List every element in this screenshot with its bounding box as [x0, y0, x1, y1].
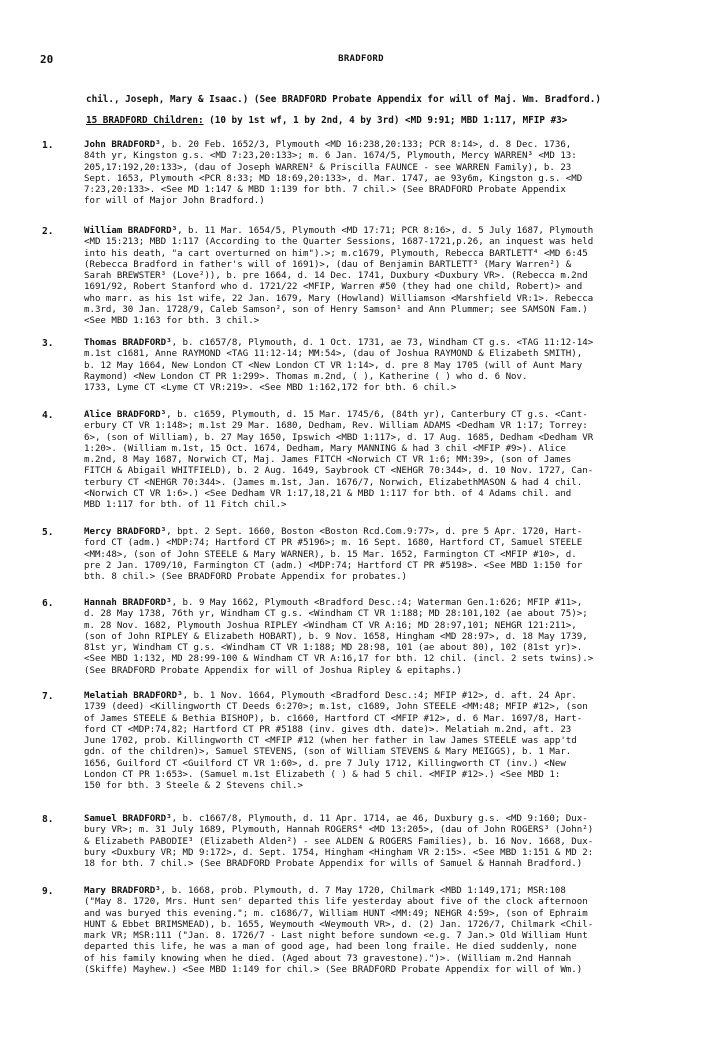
running-head: BRADFORD: [338, 54, 384, 64]
child-entry-3: [42, 338, 692, 394]
child-entry-4: [42, 410, 692, 512]
entry-text: , b. 11 Mar. 1654/5, Plymouth <MD 17:71; PCR 8:16>, d. 5 July 1687, Plymouth <MD 15:213; MBD 1:117 (According to the Quarter Sessions, 1687-1721,p.26, an inquest was held into his death, "a cart overturned on him").>; m.c1679, Plymouth, Rebecca BARTLETT⁴ <MD 6:45 (Rebecca Bradford in father's will of 1691)>, (dau of Benjamin BARTLETT³ (Mary Warren²) & Sarah BREWSTER³ (Love²)), b. pre 1664, d. 14 Dec. 1741, Duxbury <Duxbury VR>. (Rebecca m.2nd 1691/92, Robert Stanford who d. 1721/22 <MFIP, Warren #50 (they had one child, Robert)> and who marr. as his 1st wife, 22 Jan. 1679, Mary (Howland) Williamson <Marshfield VR:1>. Rebecca m.3rd, 30 Jan. 1728/9, Caleb Samson², son of Henry Samson¹ and Ann Plummer; see SAMSON Fam.) <See MBD 1:163 for bth. 3 chil.>: [84, 226, 594, 327]
entry-name: Thomas BRADFORD³: [84, 338, 172, 348]
entry-name: Samuel BRADFORD³: [84, 814, 172, 824]
entry-name: Mary BRADFORD³: [84, 886, 161, 896]
child-entry-2: [42, 226, 692, 328]
entry-body: [84, 527, 692, 583]
entry-text: , b. c1659, Plymouth, d. 15 Mar. 1745/6, (84th yr), Canterbury CT g.s. <Cant- erbury CT VR 1:148>; m.1st 29 Mar. 1680, Dedham, Rev. William ADAMS <Dedham VR 1:17; Torrey: 6>, (son of William), b. 27 May 1650, Ipswich <MBD 1:117>, d. 17 Aug. 1685, Dedham <Dedham VR 1:20>. (William m.1st, 15 Oct. 1674, Dedham, Mary MANNING & had 3 chil <MFIP #9>). Alice m.2nd, 8 May 1687, Norwich CT, Maj. James FITCH <Norwich CT VR 1:6; MM:39>, (son of James FITCH & Abigail WHITFIELD), b. 2 Aug. 1649, Saybrook CT <NEHGR 70:344>, d. 10 Nov. 1727, Can- terbury CT <NEHGR 70:344>. (James m.1st, Jan. 1676/7, Norwich, ElizabethMASON & had 4 chil. <Norwich CT VR 1:6>.) <See Dedham VR 1:17,18,21 & MBD 1:117 for bth. of 4 Adams chil. and MBD 1:117 for bth. of 11 Fitch chil.>: [84, 410, 594, 511]
child-entry-7: [42, 691, 692, 793]
entry-number: 9.: [42, 886, 54, 897]
entry-number: 2.: [42, 226, 54, 237]
child-entry-5: [42, 527, 692, 583]
entry-text: , b. 9 May 1662, Plymouth <Bradford Desc.:4; Waterman Gen.1:626; MFIP #11>, d. 28 May 1738, 76th yr, Windham CT g.s. <Windham CT VR 1:188; MD 28:101,102 (ae about 75)>; m. 28 Nov. 1682, Plymouth Joshua RIPLEY <Windham CT VR A:16; MD 28:97,101; NEHGR 121:211>, (son of John RIPLEY & Elizabeth HOBART), b. 9 Nov. 1658, Hingham <MD 28:97>, d. 18 May 1739, 81st yr, Windham CT g.s. <Windham CT VR 1:188; MD 28:98, 101 (ae about 80), 102 (81st yr)>. <See MBD 1:132, MD 28:99-100 & Windham CT VR A:16,17 for bth. 12 chil. (incl. 2 sets twins).> (See BRADFORD Probate Appendix for will of Joshua Ripley & epitaphs.): [84, 598, 594, 676]
entry-number: 8.: [42, 814, 54, 825]
entry-body: [84, 691, 692, 793]
entry-name: John BRADFORD³: [84, 140, 161, 150]
children-heading-title: 15 BRADFORD Children:: [86, 115, 204, 126]
entry-name: Alice BRADFORD³: [84, 410, 167, 420]
intro-paragraph: chil., Joseph, Mary & Isaac.) (See BRADFORD Probate Appendix for will of Maj. Wm. Bradford.): [86, 94, 601, 105]
children-heading: [86, 115, 567, 127]
entry-number: 6.: [42, 598, 54, 609]
child-entry-1: [42, 140, 692, 208]
entry-name: Mercy BRADFORD³: [84, 527, 167, 537]
child-entry-8: [42, 814, 692, 870]
entry-name: Hannah BRADFORD³: [84, 598, 172, 608]
entry-number: 7.: [42, 691, 54, 702]
entry-body: [84, 886, 692, 976]
entry-text: , b. 1668, prob. Plymouth, d. 7 May 1720, Chilmark <MBD 1:149,171; MSR:108 ("May 8. 1720, Mrs. Hunt senʳ departed this life yesterday about five of the clock afternoon and was buryed this evening."; m. c1686/7, William HUNT <MM:49; NEHGR 4:59>, (son of Ephraim HUNT & Ebbet BRIMSMEAD), b. 1655, Weymouth <Weymouth VR>, d. (2) Jan. 1726/7, Chilmark <Chil- mark VR; MSR:111 ("Jan. 8. 1726/7 - Last night before sundown <e.g. 7 Jan.> Old William Hunt departed this life, he was a man of good age, had been long fraile. He died suddenly, none of his family knowing when he died. (Aged about 73 gravestone).")>. (William m.2nd Hannah (Skiffe) Mayhew.) <See MBD 1:149 for chil.> (See BRADFORD Probate Appendix for will of Wm.): [84, 886, 594, 976]
entry-text: , b. 1 Nov. 1664, Plymouth <Bradford Desc.:4; MFIP #12>, d. aft. 24 Apr. 1739 (deed) <Killingworth CT Deeds 6:270>; m.1st, c1689, John STEELE <MM:48; MFIP #12>, (son of James STEELE & Bethia BISHOP), b. c1660, Hartford CT <MFIP #12>, d. 6 Mar. 1697/8, Hart- ford CT <MDP:74,82; Hartford CT PR #5188 (inv. gives dth. date)>. Melatiah m.2nd, aft. 23 June 1702, prob. Killingworth CT <MFIP #12 (when her father in law James STEELE was app'td gdn. of the children)>, Samuel STEVENS, (son of William STEVENS & Mary MEIGGS), b. 1 Mar. 1656, Guilford CT <Guilford CT VR 1:60>, d. pre 7 July 1712, Killingworth CT (inv.) <New London CT PR 1:653>. (Samuel m.1st Elizabeth ( ) & had 5 chil. <MFIP #12>.) <See MBD 1: 150 for bth. 3 Steele & 2 Stevens chil.>: [84, 691, 588, 792]
page-number: 20: [40, 53, 54, 66]
entry-body: [84, 226, 692, 328]
entry-number: 1.: [42, 140, 54, 151]
entry-body: [84, 410, 692, 512]
children-heading-rest: (10 by 1st wf, 1 by 2nd, 4 by 3rd) <MD 9:91; MBD 1:117, MFIP #3>: [203, 115, 568, 126]
entry-body: [84, 140, 692, 208]
entry-text: , b. 20 Feb. 1652/3, Plymouth <MD 16:238,20:133; PCR 8:14>, d. 8 Dec. 1736, 84th yr, Kingston g.s. <MD 7:23,20:133>; m. 6 Jan. 1674/5, Plymouth, Mercy WARREN³ <MD 13: 205,17:192,20:133>, (dau of Joseph WARREN² & Priscilla FAUNCE - see WARREN Family), b. 23 Sept. 1653, Plymouth <PCR 8:33; MD 18:69,20:133>, d. Mar. 1747, ae 93y6m, Kingston g.s. <MD 7:23,20:133>. <See MD 1:147 & MBD 1:139 for bth. 7 chil.> (See BRADFORD Probate Appendix for will of Major John Bradford.): [84, 140, 583, 207]
entry-number: 3.: [42, 338, 54, 349]
entry-body: [84, 814, 692, 870]
entry-text: , b. c1667/8, Plymouth, d. 11 Apr. 1714, ae 46, Duxbury g.s. <MD 9:160; Dux- bury VR>; m. 31 July 1689, Plymouth, Hannah ROGERS⁴ <MD 13:205>, (dau of John ROGERS³ (John²) & Elizabeth PABODIE³ (Elizabeth Alden²) - see ALDEN & ROGERS Families), b. 16 Nov. 1668, Dux- bury <Duxbury VR; MD 9:172>, d. Sept. 1754, Hingham <Hingham VR 2:15>. <See MBD 1:151 & MD 2: 18 for bth. 7 chil.> (See BRADFORD Probate Appendix for wills of Samuel & Hannah Bradford.): [84, 814, 594, 870]
entry-body: [84, 338, 692, 394]
child-entry-9: [42, 886, 692, 976]
child-entry-6: [42, 598, 692, 677]
entry-number: 5.: [42, 527, 54, 538]
entry-name: William BRADFORD³: [84, 226, 178, 236]
entry-text: , bpt. 2 Sept. 1660, Boston <Boston Rcd.Com.9:77>, d. pre 5 Apr. 1720, Hart- ford CT (adm.) <MDP:74; Hartford CT PR #5196>; m. 16 Sept. 1680, Hartford CT, Samuel STEELE <MM:48>, (son of John STEELE & Mary WARNER), b. 15 Mar. 1652, Farmington CT <MFIP #10>, d. pre 2 Jan. 1709/10, Farmington CT (adm.) <MDP:74; Hartford CT PR #5198>. <See MBD 1:150 for bth. 8 chil.> (See BRADFORD Probate Appendix for probates.): [84, 527, 583, 583]
entry-name: Melatiah BRADFORD³: [84, 691, 183, 701]
entry-text: , b. c1657/8, Plymouth, d. 1 Oct. 1731, ae 73, Windham CT g.s. <TAG 11:12-14> m.1st c1681, Anne RAYMOND <TAG 11:12-14; MM:54>, (dau of Joshua RAYMOND & Elizabeth SMITH), b. 12 May 1664, New London CT <New London CT VR 1:14>, d. pre 8 May 1705 (will of Aunt Mary Raymond) <New London CT PR 1:299>. Thomas m.2nd, ( ), Katherine ( ) who d. 6 Nov. 1733, Lyme CT <Lyme CT VR:219>. <See MBD 1:162,172 for bth. 6 chil.>: [84, 338, 594, 394]
entry-body: [84, 598, 692, 677]
entry-number: 4.: [42, 410, 54, 421]
